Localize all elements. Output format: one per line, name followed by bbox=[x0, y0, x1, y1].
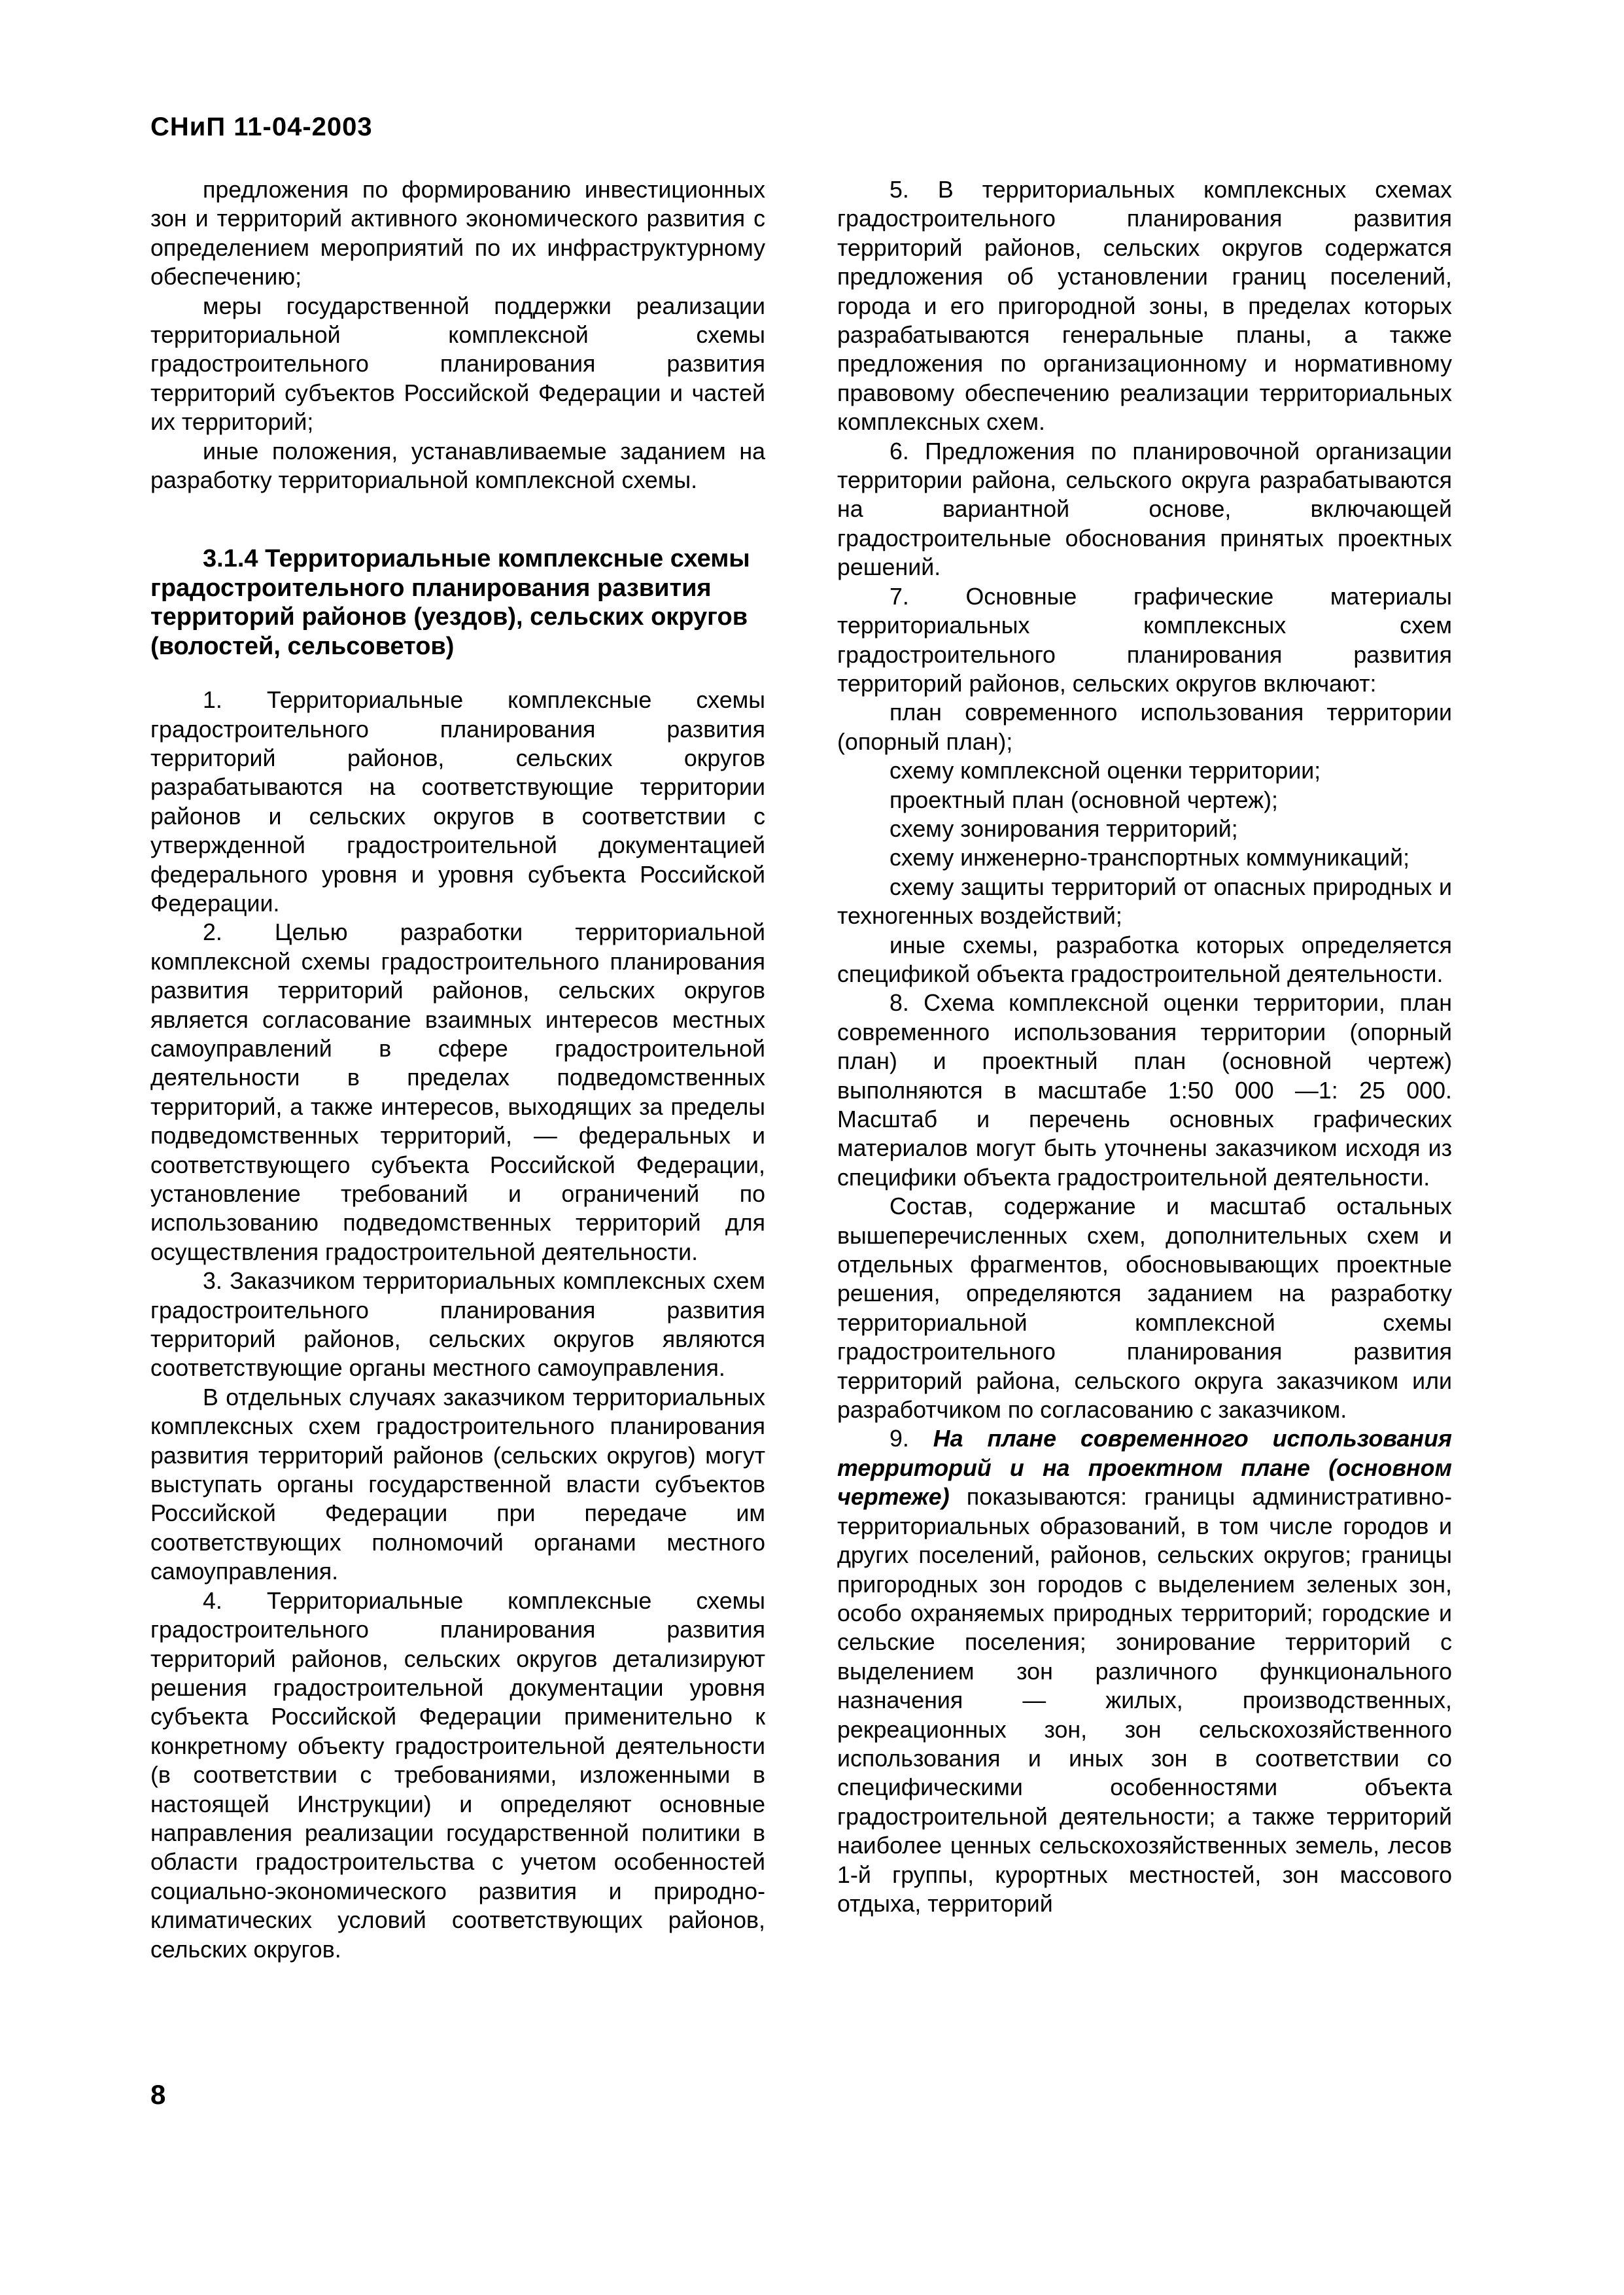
list-item: схему инженерно-транспортных коммуникаций; bbox=[890, 845, 1410, 871]
paragraph: 6. Предложения по планировочной организации территории района, сельского округа разрабатываются на вариантной основе, включающей градостроительные обоснования принятых проектных решений. bbox=[837, 438, 1452, 581]
paragraph: иные положения, устанавливаемые заданием на разработку территориальной комплексной схемы. bbox=[150, 438, 765, 494]
paragraph: предложения по формированию инвестиционных зон и территорий активного экономического развития с определением мероприятий по их инфраструктурному обеспечению; bbox=[150, 177, 765, 290]
paragraph-text: показываются: границы административно-территориальных образований, в том числе городов и других поселений, районов, сельских округов; границы пригородных зон городов с выделением зеленых зон, особо охраняемых природных территорий; городские и сельские поселения; зонирование территорий с выделением зон различного функционального назначения — жилых, производственных, рекреационных зон, зон сельскохозяйственного использования и иных зон в соответствии со специфическими особенностями объекта градостроительной деятельности; а также территорий наиболее ценных сельскохозяйственных земель, лесов 1-й группы, курортных местностей, зон массового отдыха, территорий bbox=[837, 1484, 1452, 1917]
paragraph: 8. Схема комплексной оценки территории, план современного использования территории (опорный план) и проектный план (основной чертеж) выполняются в масштабе 1:50 000 —1: 25 000. Масштаб и перечень основных графических материалов могут быть уточнены заказчиком исходя из специфики объекта градостроительной деятельности. bbox=[837, 990, 1452, 1191]
paragraph: 5. В территориальных комплексных схемах градостроительного планирования развития территорий районов, сельских округов содержатся предложения об установлении границ поселений, города и его пригородной зоны, в пределах которых разрабатываются генеральные планы, а также предложения по организационному и нормативному правовому обеспечению реализации территориальных комплексных схем. bbox=[837, 177, 1452, 436]
spacer bbox=[150, 495, 765, 544]
item-number: 9. bbox=[890, 1426, 933, 1452]
document-code-header: СНиП 11-04-2003 bbox=[150, 113, 373, 141]
section-heading: 3.1.4 Территориальные комплексные схемы градостроительного планирования развития территорий районов (уездов), сельских округов (волостей, сельсоветов) bbox=[150, 545, 750, 660]
paragraph bbox=[837, 1424, 1452, 1918]
paragraph: Состав, содержание и масштаб остальных вышеперечисленных схем, дополнительных схем и отдельных фрагментов, обосновывающих проектные решения, определяются заданием на разработку территориальной комплексной схемы градостроительного планирования развития территорий района, сельского округа заказчиком или разработчиком по согласованию с заказчиком. bbox=[837, 1193, 1452, 1424]
list-item: схему защиты территорий от опасных природных и техногенных воздействий; bbox=[837, 873, 1452, 930]
list-item: план современного использования территории (опорный план); bbox=[837, 699, 1452, 755]
paragraph: 7. Основные графические материалы территориальных комплексных схем градостроительного планирования развития территорий районов, сельских округов включают: bbox=[837, 583, 1452, 697]
paragraph: 3. Заказчиком территориальных комплексных схем градостроительного планирования развития территорий районов, сельских округов являются соответствующие органы местного самоуправления. bbox=[150, 1268, 765, 1382]
paragraph: 4. Территориальные комплексные схемы градостроительного планирования развития территорий районов, сельских округов детализируют решения градостроительной документации уровня субъекта Российской Федерации применительно к конкретному объекту градостроительной деятельности (в соответствии с требованиями, изложенными в настоящей Инструкции) и определяют основные направления реализации государственной политики в области градостроительства с учетом особенностей социально-экономического развития и природно-климатических условий соответствующих районов, сельских округов. bbox=[150, 1587, 765, 1963]
page-number: 8 bbox=[150, 2079, 166, 2110]
emphasized-text: На плане современного использования территорий и на проектном плане (основном чертеже) bbox=[837, 1426, 1452, 1511]
list-item: проектный план (основной чертеж); bbox=[890, 786, 1278, 813]
paragraph: меры государственной поддержки реализации территориальной комплексной схемы градостроительного планирования развития территорий субъектов Российской Федерации и частей их территорий; bbox=[150, 292, 765, 436]
spacer bbox=[150, 661, 765, 686]
paragraph: В отдельных случаях заказчиком территориальных комплексных схем градостроительного планирования развития территорий районов (сельских округов) могут выступать органы государственной власти субъектов Российской Федерации при передаче им соответствующих полномочий органами местного самоуправления. bbox=[150, 1384, 765, 1585]
paragraph: 1. Территориальные комплексные схемы градостроительного планирования развития территорий районов, сельских округов разрабатываются на соответствующие территории районов и сельских округов в соответствии с утвержденной градостроительной документацией федерального уровня и уровня субъекта Российской Федерации. bbox=[150, 687, 765, 917]
left-column bbox=[150, 175, 765, 1964]
right-column bbox=[837, 175, 1452, 1918]
list-item: иные схемы, разработка которых определяется спецификой объекта градостроительной деятельности. bbox=[837, 932, 1452, 987]
list-item: схему зонирования территорий; bbox=[890, 815, 1238, 842]
paragraph: 2. Целью разработки территориальной комплексной схемы градостроительного планирования развития территорий районов, сельских округов является согласование взаимных интересов местных самоуправлений в сфере градостроительной деятельности в пределах подведомственных территорий, а также интересов, выходящих за пределы подведомственных территорий, — федеральных и соответствующего субъекта Российской Федерации, установление требований и ограничений по использованию подведомственных территорий для осуществления градостроительной деятельности. bbox=[150, 919, 765, 1265]
list-item: схему комплексной оценки территории; bbox=[890, 758, 1321, 784]
